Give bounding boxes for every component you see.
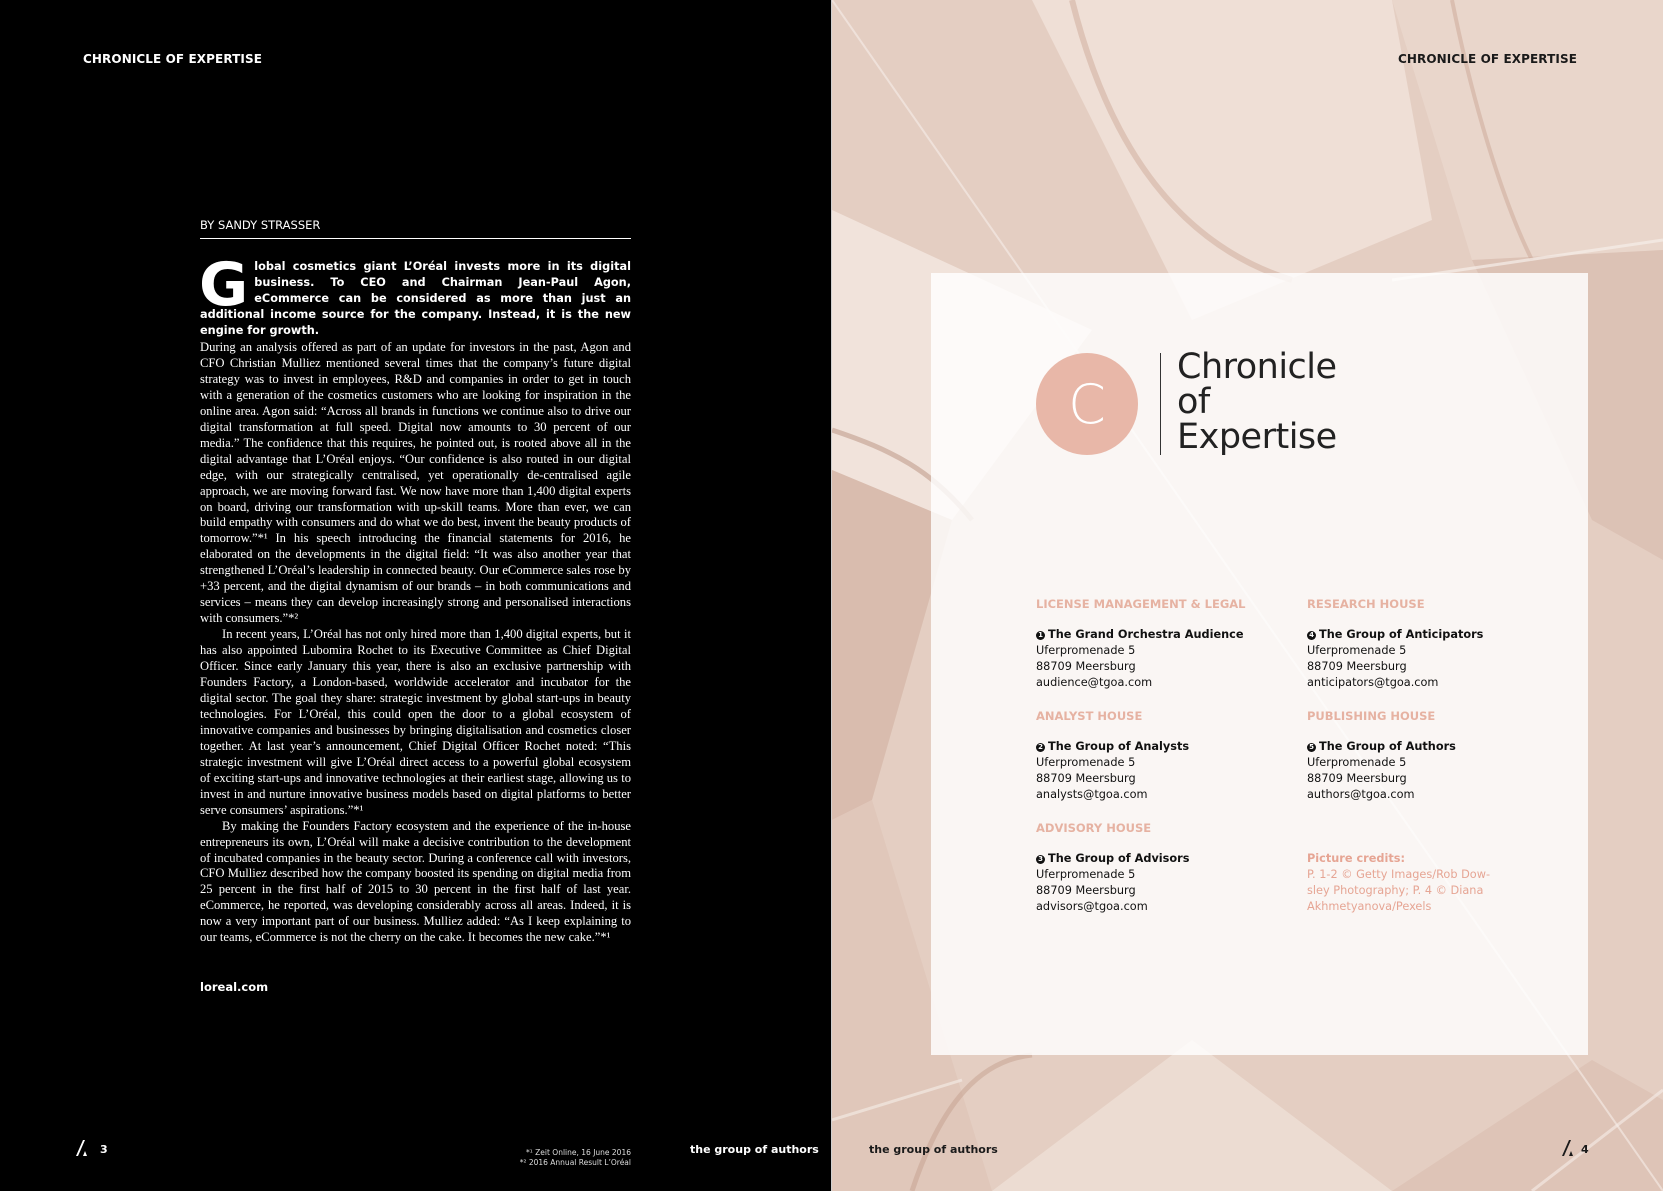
lead-text: lobal cosmetics giant L’Oréal invests more in its digital business. To CEO and Chairman Jean-Paul Agon, eCommerce can be considered as more than just an additional income source for the company. Instead, it is the new engine for growth. <box>200 260 631 337</box>
brand-wordmark <box>1177 347 1337 457</box>
section-analyst <box>1036 708 1189 803</box>
footnotes <box>430 1148 631 1168</box>
brand-logo-circle: C <box>1036 353 1138 455</box>
section-license <box>1036 596 1246 691</box>
publisher-name-left: the group of authors <box>690 1143 819 1156</box>
picture-credits <box>1307 851 1490 915</box>
wordmark-line: Chronicle <box>1177 347 1337 387</box>
byline: BY SANDY STRASSER <box>200 218 631 239</box>
article-paragraph: During an analysis offered as part of an update for investors in the past, Agon and CFO Christian Mulliez mentioned several times that the company’s future digital strategy was to invest in employees, R&D and companies in order to get in touch with a generation of the cosmetics customers who are looking for inspiration in the online area. Agon said: “Across all brands in functions we continue also to drive our digital transformation at full speed. Digital now amounts to 30 percent of our media.” The confidence that this requires, he pointed out, is rooted above all in the digital advantage that L’Oréal enjoys. “Our confidence is also routed in our digital edge, with our strategically centralised, yet operationally de-centralised agile approach, we are moving forward fast. We now have more than 1,400 digital experts on board, driving our transformation with up-skill teams. More than ever, we can build empathy with consumers and do what we do best, invent the beauty products of tomorrow.”*¹ In his speech introducing the financial statements for 2016, he elaborated on the developments in the digital field: “It was also another year that strengthened L’Oréal’s leadership in connected beauty. Our eCommerce sales rose by +33 percent, and the digital dynamism of our brands – in both communications and services – means they can develop increasingly strong and personalised interactions with consumers.”*² <box>200 340 631 626</box>
section-publishing <box>1307 708 1456 803</box>
drop-cap: G <box>199 250 249 320</box>
section-advisory <box>1036 820 1189 915</box>
entry-email[interactable]: advisors@tgoa.com <box>1036 900 1148 913</box>
credits-line: Akhmetyanova/Pexels <box>1307 900 1432 913</box>
entry-city: 88709 Meersburg <box>1036 884 1136 897</box>
entry-number: 1 <box>1036 631 1045 640</box>
credits-line: sley Photography; P. 4 © Diana <box>1307 884 1484 897</box>
source-website: loreal.com <box>200 980 269 994</box>
running-head-left: CHRONICLE OF EXPERTISE <box>83 52 263 66</box>
running-head-right: CHRONICLE OF EXPERTISE <box>1397 52 1577 66</box>
entry-number: 4 <box>1307 631 1316 640</box>
logo-divider <box>1160 353 1161 455</box>
entry-street: Uferpromenade 5 <box>1036 756 1136 769</box>
publisher-name-right: the group of authors <box>869 1143 998 1156</box>
article-paragraph: In recent years, L’Oréal has not only hired more than 1,400 digital experts, but it has also appointed Lubomira Rochet to its Executive Committee as Chief Digital Officer. Since early January this year, there is also an exclusive partnership with Founders Factory, a London-based, worldwide accelerator and incubator for the digital sector. The goal they share: strategic investment by global start-ups in beauty technologies. For L’Oréal, this could open the door to a global ecosystem of innovative companies and businesses by bringing digitalisation and cosmetics closer together. At last year’s announcement, Chief Digital Officer Rochet noted: “This strategic investment will give L’Oréal direct access to a powerful global ecosystem of exciting start-ups and innovative technologies at their earliest stage, allowing us to invest in and nurture innovative business models based on digital platforms to better serve consumers’ aspirations.”*¹ <box>200 627 631 817</box>
section-heading: ADVISORY HOUSE <box>1036 821 1152 835</box>
entry-number: 5 <box>1307 743 1316 752</box>
section-heading: LICENSE MANAGEMENT & LEGAL <box>1036 597 1246 611</box>
entry-city: 88709 Meersburg <box>1036 772 1136 785</box>
entry-city: 88709 Meersburg <box>1307 660 1407 673</box>
credits-label: Picture credits: <box>1307 852 1405 865</box>
entry-name: 5 The Group of Authors <box>1307 739 1456 755</box>
footnote: *¹ Zeit Online, 16 June 2016 <box>526 1148 631 1157</box>
entry-name: 3 The Group of Advisors <box>1036 851 1189 867</box>
section-research <box>1307 596 1483 691</box>
entry-email[interactable]: anticipators@tgoa.com <box>1307 676 1439 689</box>
entry-street: Uferpromenade 5 <box>1036 644 1136 657</box>
entry-street: Uferpromenade 5 <box>1036 868 1136 881</box>
section-heading: PUBLISHING HOUSE <box>1307 709 1436 723</box>
article-body <box>200 340 631 946</box>
entry-number: 3 <box>1036 855 1045 864</box>
entry-email[interactable]: analysts@tgoa.com <box>1036 788 1148 801</box>
entry-city: 88709 Meersburg <box>1307 772 1407 785</box>
entry-name: 4 The Group of Anticipators <box>1307 627 1483 643</box>
right-page <box>832 0 1663 1191</box>
entry-city: 88709 Meersburg <box>1036 660 1136 673</box>
brand-slash-icon <box>1560 1140 1574 1156</box>
masthead-card <box>931 273 1588 1055</box>
entry-name: 2 The Group of Analysts <box>1036 739 1189 755</box>
section-heading: ANALYST HOUSE <box>1036 709 1143 723</box>
entry-number: 2 <box>1036 743 1045 752</box>
footnote: *² 2016 Annual Result L’Oréal <box>519 1158 631 1167</box>
page-number-right: 4 <box>1581 1143 1589 1156</box>
section-heading: RESEARCH HOUSE <box>1307 597 1425 611</box>
page-number-left: 3 <box>100 1143 108 1156</box>
wordmark-line: of <box>1177 382 1210 422</box>
entry-email[interactable]: audience@tgoa.com <box>1036 676 1153 689</box>
entry-email[interactable]: authors@tgoa.com <box>1307 788 1415 801</box>
brand-slash-icon <box>74 1140 88 1156</box>
credits-line: P. 1-2 © Getty Images/Rob Dow- <box>1307 868 1491 881</box>
wordmark-line: Expertise <box>1177 417 1337 457</box>
entry-street: Uferpromenade 5 <box>1307 756 1407 769</box>
article-paragraph: By making the Founders Factory ecosystem and the experience of the in-house entrepreneurs its own, L’Oréal will make a decisive contribution to the development of incubated companies in the beauty sector. During a conference call with investors, CFO Mulliez described how the company boosted its spending on digital media from 25 percent in the first half of 2015 to 30 percent in the first half of last year. eCommerce, he reported, was developing considerably across all areas. Indeed, it is now a very important part of our business. Mulliez added: “As I keep explaining to our teams, eCommerce is not the cherry on the cake. It becomes the new cake.”*¹ <box>200 818 631 945</box>
lead-paragraph <box>199 250 631 339</box>
left-page <box>0 0 831 1191</box>
entry-name: 1 The Grand Orchestra Audience <box>1036 627 1246 643</box>
entry-street: Uferpromenade 5 <box>1307 644 1407 657</box>
